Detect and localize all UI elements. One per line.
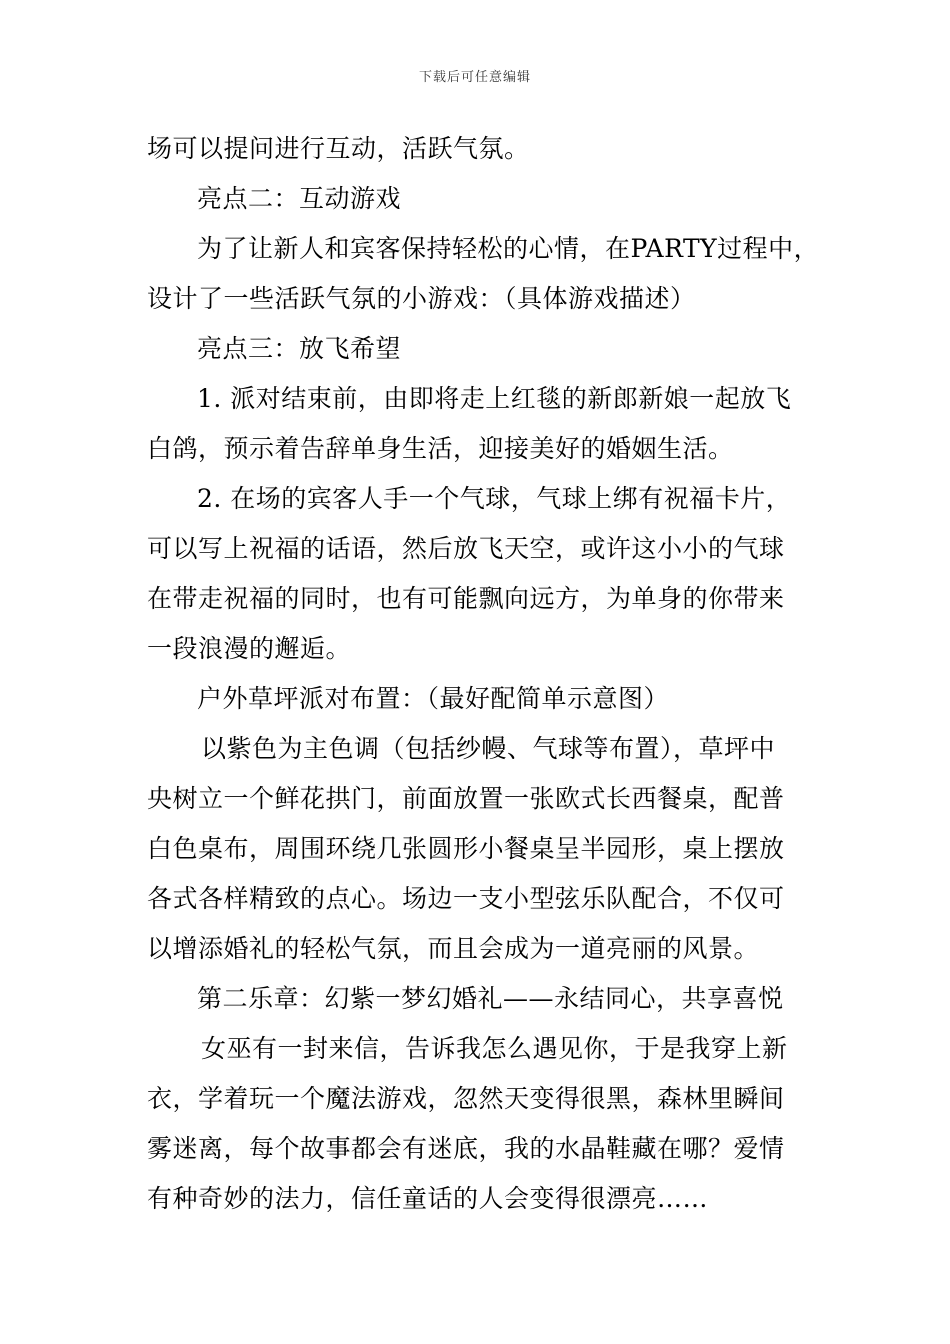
section-heading: 户外草坪派对布置：（最好配简单示意图） bbox=[197, 684, 670, 713]
document-body bbox=[147, 124, 820, 1224]
section-heading: 亮点三：放飞希望 bbox=[197, 334, 402, 363]
list-item-line: 2. 在场的宾客人手一个气球，气球上绑有祝福卡片， bbox=[197, 484, 792, 513]
section-heading: 亮点二：互动游戏 bbox=[197, 184, 402, 213]
text-line: 衣，学着玩一个魔法游戏，忽然天变得很黑，森林里瞬间 bbox=[147, 1084, 785, 1113]
text-line: 场可以提问进行互动，活跃气氛。 bbox=[147, 134, 530, 163]
text-line: 各式各样精致的点心。场边一支小型弦乐队配合，不仅可 bbox=[147, 884, 785, 913]
section-heading: 第二乐章：幻紫一梦幻婚礼——永结同心，共享喜悦 bbox=[197, 984, 784, 1013]
text-line: 白鸽，预示着告辞单身生活，迎接美好的婚姻生活。 bbox=[147, 434, 734, 463]
text-line: 央树立一个鲜花拱门，前面放置一张欧式长西餐桌，配普 bbox=[147, 784, 785, 813]
text-line: 女巫有一封来信，告诉我怎么遇见你，于是我穿上新 bbox=[201, 1034, 788, 1063]
page-header: 下载后可任意编辑 bbox=[418, 70, 531, 85]
text-line: 一段浪漫的邂逅。 bbox=[147, 634, 352, 663]
text-line: 以增添婚礼的轻松气氛，而且会成为一道亮丽的风景。 bbox=[147, 934, 760, 963]
text-line: 设计了一些活跃气氛的小游戏：（具体游戏描述） bbox=[147, 284, 696, 313]
text-line: 白色桌布，周围环绕几张圆形小餐桌呈半园形，桌上摆放 bbox=[147, 834, 785, 863]
text-line: 以紫色为主色调（包括纱幔、气球等布置），草坪中 bbox=[201, 734, 776, 763]
text-line: 可以写上祝福的话语，然后放飞天空，或许这小小的气球 bbox=[147, 534, 785, 563]
text-line: 为了让新人和宾客保持轻松的心情，在PARTY过程中， bbox=[197, 234, 820, 263]
list-item-line: 1. 派对结束前，由即将走上红毯的新郎新娘一起放飞 bbox=[197, 384, 792, 413]
text-line: 雾迷离，每个故事都会有迷底，我的水晶鞋藏在哪？爱情 bbox=[147, 1134, 785, 1163]
text-line: 在带走祝福的同时，也有可能飘向远方，为单身的你带来 bbox=[147, 584, 785, 613]
text-line: 有种奇妙的法力，信任童话的人会变得很漂亮…… bbox=[147, 1184, 709, 1213]
